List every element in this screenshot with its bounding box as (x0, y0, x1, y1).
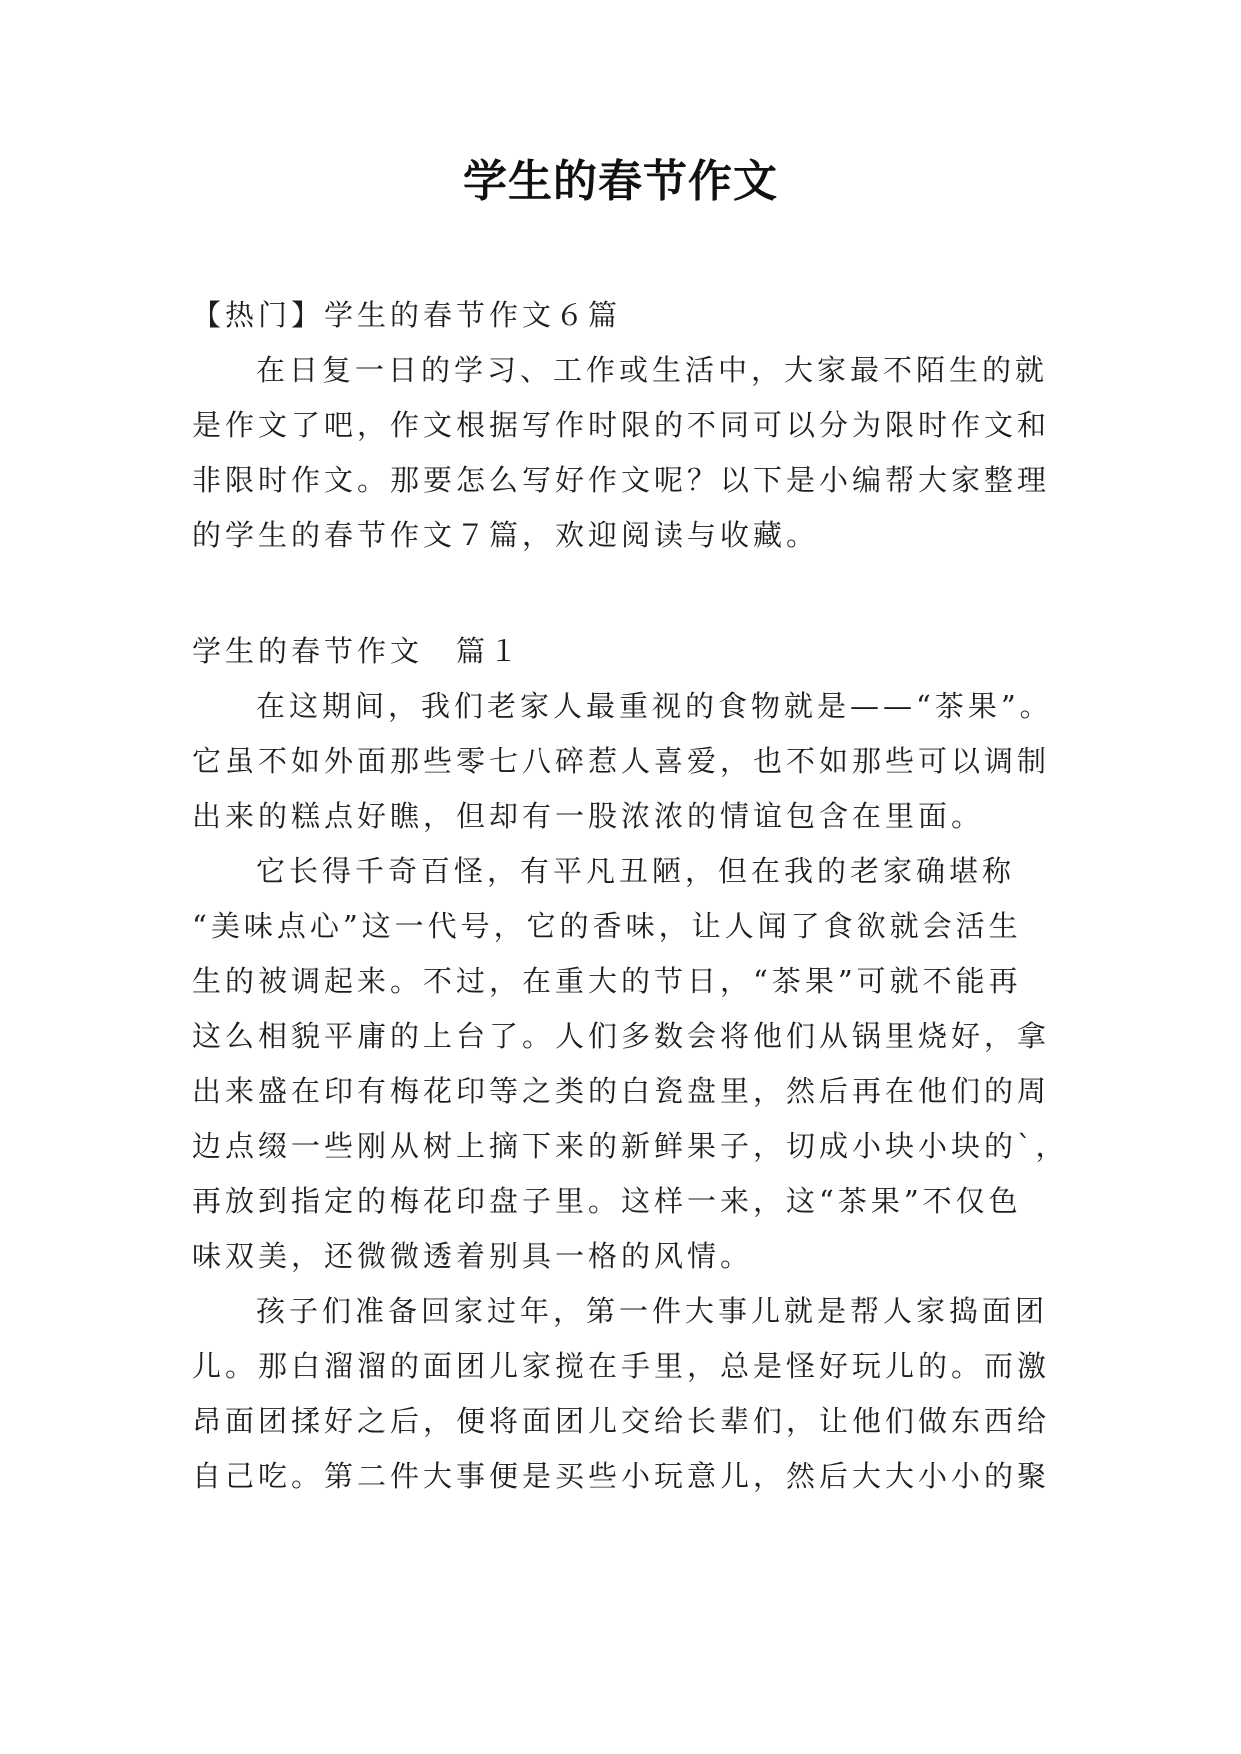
paragraph-line: 生的被调起来。不过，在重大的节日，“茶果”可就不能再 (192, 964, 1022, 998)
intro-line: 是作文了吧，作文根据写作时限的不同可以分为限时作文和 (192, 408, 1051, 442)
intro-line: 非限时作文。那要怎么写好作文呢？以下是小编帮大家整理 (192, 463, 1051, 497)
paragraph-line: 边点缀一些刚从树上摘下来的新鲜果子，切成小块小块的`， (192, 1129, 1069, 1163)
paragraph-line: 这么相貌平庸的上台了。人们多数会将他们从锅里烧好，拿 (192, 1019, 1051, 1053)
paragraph-line: 味双美，还微微透着别具一格的风情。 (192, 1239, 754, 1273)
paragraph-line: 再放到指定的梅花印盘子里。这样一来，这“茶果”不仅色 (192, 1184, 1022, 1218)
paragraph-line: 它长得千奇百怪，有平凡丑陋，但在我的老家确堪称 (256, 854, 1016, 888)
page-title: 学生的春节作文 (463, 156, 778, 207)
intro-heading: 【热门】学生的春节作文６篇 (192, 298, 622, 332)
paragraph-line: 儿。那白溜溜的面团儿家搅在手里，总是怪好玩儿的。而激 (192, 1349, 1051, 1383)
paragraph-line: 昂面团揉好之后，便将面团儿交给长辈们，让他们做东西给 (192, 1404, 1051, 1438)
paragraph-line: 孩子们准备回家过年，第一件大事儿就是帮人家捣面团 (256, 1294, 1049, 1328)
intro-line: 的学生的春节作文７篇，欢迎阅读与收藏。 (192, 518, 820, 552)
paragraph-line: 出来盛在印有梅花印等之类的白瓷盘里，然后再在他们的周 (192, 1074, 1051, 1108)
paragraph-line: 出来的糕点好瞧，但却有一股浓浓的情谊包含在里面。 (192, 799, 985, 833)
spacer (192, 563, 1064, 624)
document-body (192, 288, 1069, 1504)
paragraph-line: 自己吃。第二件大事便是买些小玩意儿，然后大大小小的聚 (192, 1459, 1051, 1493)
paragraph-line: “美味点心”这一代号，它的香味，让人闻了食欲就会活生 (192, 909, 1022, 943)
paragraph-line: 在这期间，我们老家人最重视的食物就是——“茶果”。 (256, 689, 1053, 723)
intro-line: 在日复一日的学习、工作或生活中，大家最不陌生的就 (256, 353, 1049, 387)
section-heading: 学生的春节作文 篇１ (192, 634, 523, 668)
paragraph-line: 它虽不如外面那些零七八碎惹人喜爱，也不如那些可以调制 (192, 744, 1051, 778)
